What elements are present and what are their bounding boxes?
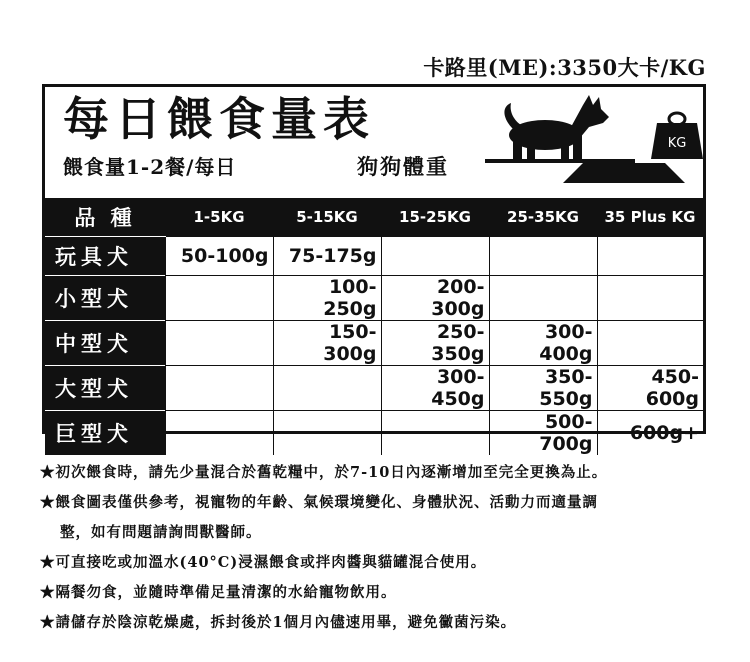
table-cell — [597, 321, 703, 366]
table-cell: 150-300g — [273, 321, 381, 366]
table-header-row — [45, 198, 703, 237]
table-cell: 200-300g — [381, 276, 489, 321]
table-cell: 600g+ — [597, 411, 703, 456]
note-item: ★可直接吃或加溫水(40°C)浸濕餵食或拌肉醬與貓罐混合使用。 — [40, 554, 487, 571]
table-cell: 300-450g — [381, 366, 489, 411]
table-cell: 50-100g — [165, 237, 273, 276]
breed-label: 巨型犬 — [45, 411, 165, 456]
table-cell — [273, 411, 381, 456]
note-item: ★餵食圖表僅供參考，視寵物的年齡、氣候環境變化、身體狀況、活動力而適量調 — [40, 494, 598, 511]
feeding-frequency: 餵食量1-2餐/每日 — [63, 155, 237, 179]
dog-icon — [504, 95, 609, 159]
table-cell — [165, 276, 273, 321]
calorie-info: 卡路里(ME):3350大卡/KG — [423, 55, 706, 80]
table-cell — [489, 276, 597, 321]
column-header-breed: 品 種 — [45, 198, 165, 237]
breed-label: 小型犬 — [45, 276, 165, 321]
table-cell: 250-350g — [381, 321, 489, 366]
table-cell — [381, 237, 489, 276]
dog-weight-label: 狗狗體重 — [357, 154, 449, 179]
feeding-notes — [40, 458, 720, 638]
column-header-weight: 35 Plus KG — [597, 198, 703, 237]
dog-weight-scale-icon — [465, 93, 705, 197]
table-cell — [165, 321, 273, 366]
table-cell — [597, 237, 703, 276]
table-cell — [381, 411, 489, 456]
table-cell: 75-175g — [273, 237, 381, 276]
table-row — [45, 321, 703, 366]
scale-base-icon — [563, 163, 685, 183]
breed-label: 大型犬 — [45, 366, 165, 411]
table-cell: 350-550g — [489, 366, 597, 411]
note-item: ★隔餐勿食，並隨時準備足量清潔的水給寵物飲用。 — [40, 584, 397, 601]
table-cell — [489, 237, 597, 276]
kg-weight-icon — [651, 113, 703, 159]
table-cell: 300-400g — [489, 321, 597, 366]
table-row — [45, 366, 703, 411]
table-row — [45, 237, 703, 276]
note-item-continued: 整，如有問題請詢問獸醫師。 — [60, 524, 262, 541]
table-cell — [165, 366, 273, 411]
chart-title: 每日餵食量表 — [63, 92, 375, 146]
table-cell — [273, 366, 381, 411]
column-header-weight: 15-25KG — [381, 198, 489, 237]
feeding-table — [45, 198, 703, 455]
table-cell: 450-600g — [597, 366, 703, 411]
table-cell: 100-250g — [273, 276, 381, 321]
table-cell — [165, 411, 273, 456]
column-header-weight: 25-35KG — [489, 198, 597, 237]
note-item: ★請儲存於陰涼乾燥處，拆封後於1個月內儘速用畢，避免黴菌污染。 — [40, 614, 517, 631]
kg-badge-text: KG — [667, 136, 687, 151]
breed-label: 玩具犬 — [45, 237, 165, 276]
table-cell: 500-700g — [489, 411, 597, 456]
table-row — [45, 411, 703, 456]
feeding-chart-panel — [42, 84, 706, 455]
table-cell — [597, 276, 703, 321]
column-header-weight: 5-15KG — [273, 198, 381, 237]
note-item: ★初次餵食時，請先少量混合於舊乾糧中，於7-10日內逐漸增加至完全更換為止。 — [40, 464, 608, 481]
table-row — [45, 276, 703, 321]
column-header-weight: 1-5KG — [165, 198, 273, 237]
breed-label: 中型犬 — [45, 321, 165, 366]
